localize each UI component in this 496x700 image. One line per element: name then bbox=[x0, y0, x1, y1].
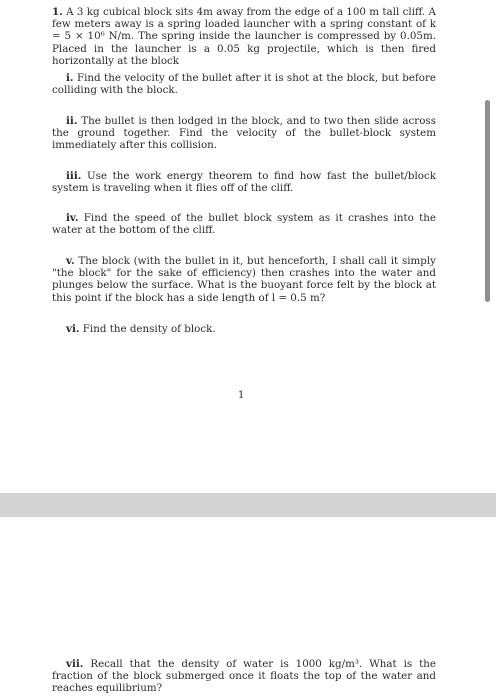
question-1-part-iii bbox=[52, 170, 436, 194]
part-text: Use the work energy theorem to find how fast the bullet/block system is traveling when it flies off of the cliff. bbox=[52, 170, 436, 195]
part-text: The bullet is then lodged in the block, and to two then slide across the ground together. Find the velocity of the bullet-block system immediately after this collision. bbox=[52, 115, 436, 152]
question-1-part-ii bbox=[52, 115, 436, 152]
page-number: 1 bbox=[238, 390, 245, 401]
part-number: vi. bbox=[66, 323, 80, 335]
question-1-part-iv bbox=[52, 212, 436, 236]
part-number: i. bbox=[66, 72, 74, 84]
document-page-2 bbox=[0, 517, 496, 700]
part-number: iii. bbox=[66, 170, 82, 182]
question-1-text: A 3 kg cubical block sits 4m away from the edge of a 100 m tall cliff. A few meters away is a spring loaded launcher with a spring constant of k = 5 × 10⁶ N/m. The spring inside the launcher is compressed by 0.05m. Placed in the launcher is a 0.05 kg projectile, which is then fired horizontally at the block bbox=[52, 6, 436, 67]
question-1-part-vi bbox=[52, 323, 436, 335]
question-1 bbox=[52, 6, 436, 67]
question-1-number: 1. bbox=[52, 6, 63, 18]
part-number: v. bbox=[66, 255, 75, 267]
part-text: Recall that the density of water is 1000 kg/m³. What is the fraction of the block submerged once it floats the top of the water and reaches equilibrium? bbox=[52, 658, 436, 695]
question-1-part-i bbox=[52, 72, 436, 96]
part-number: vii. bbox=[66, 658, 84, 670]
part-text: Find the velocity of the bullet after it is shot at the block, but before colliding with the block. bbox=[52, 72, 436, 97]
question-1-part-vii bbox=[52, 658, 436, 695]
page-separator bbox=[0, 493, 496, 517]
part-text: The block (with the bullet in it, but henceforth, I shall call it simply "the block" for the sake of efficiency) then crashes into the water and plunges below the surface. What is the buoyant force felt by the block at this point if the block has a side length of l = 0.5 m? bbox=[52, 255, 436, 304]
part-number: iv. bbox=[66, 212, 79, 224]
vertical-scrollbar-thumb[interactable] bbox=[485, 100, 490, 302]
part-number: ii. bbox=[66, 115, 78, 127]
question-1-part-v bbox=[52, 255, 436, 304]
part-text: Find the density of block. bbox=[82, 323, 216, 335]
part-text: Find the speed of the bullet block system as it crashes into the water at the bottom of the cliff. bbox=[52, 212, 436, 237]
